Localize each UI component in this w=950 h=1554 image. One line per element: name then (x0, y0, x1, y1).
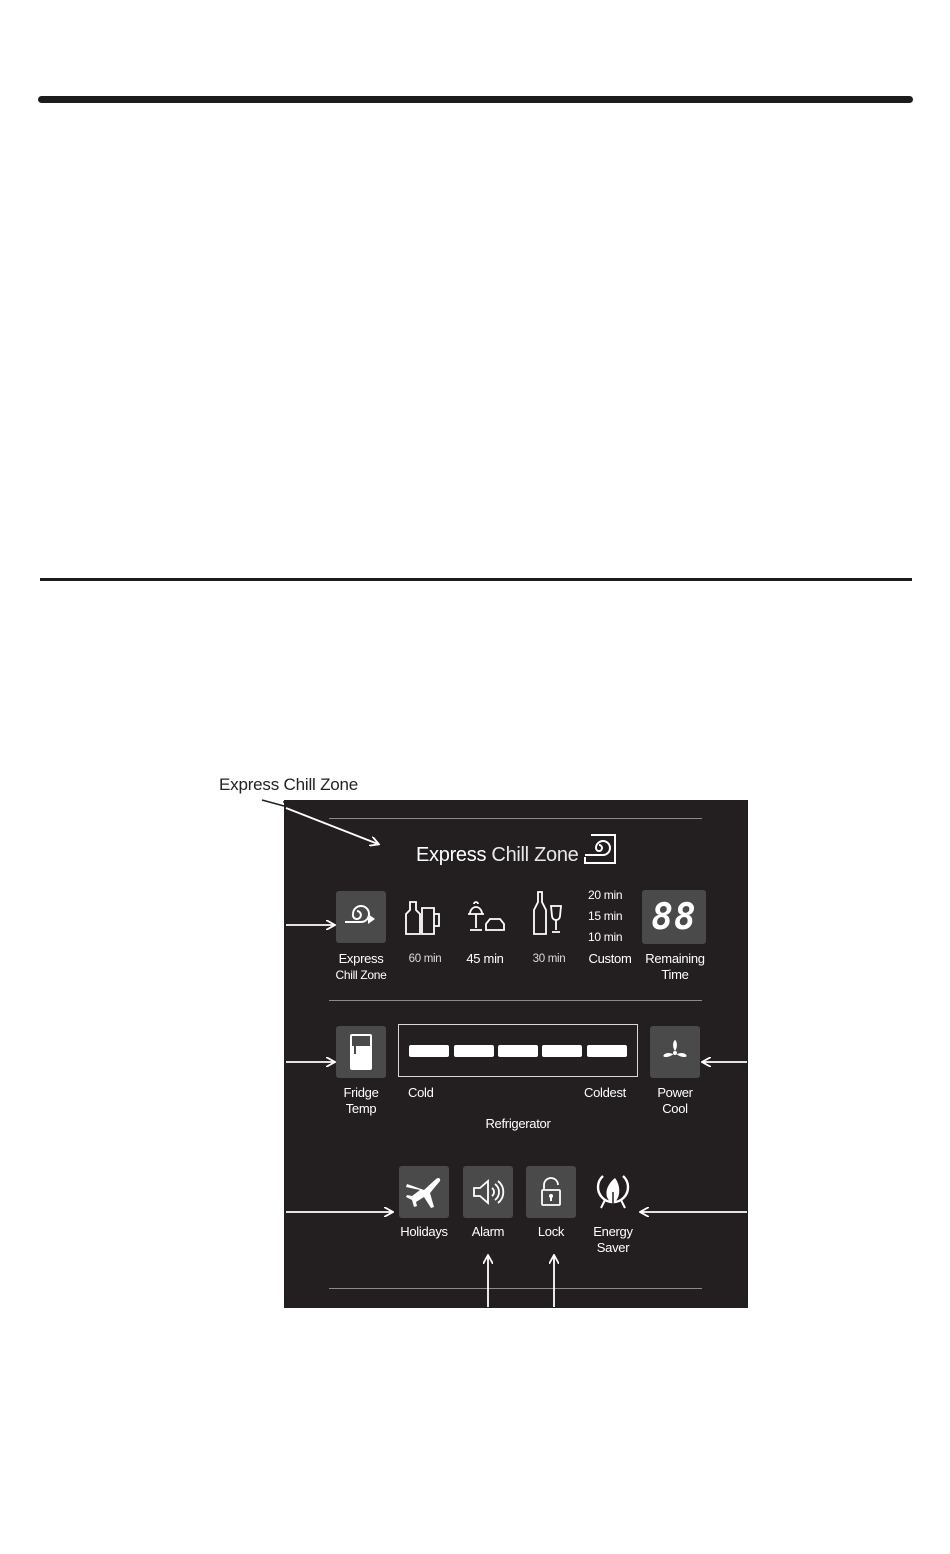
remaining-time-digits: 88 (651, 896, 697, 938)
panel-divider-bottom (329, 1288, 702, 1289)
power-cool-button[interactable] (650, 1026, 700, 1078)
panel-title-bold: Express (416, 844, 487, 866)
temp-segment-5 (587, 1045, 627, 1057)
fridge-temp-button[interactable] (336, 1026, 386, 1078)
coldest-label: Coldest (584, 1085, 626, 1100)
energy-saver-label: Energy Saver (593, 1224, 633, 1255)
fridge-temp-label: Fridge Temp (343, 1085, 379, 1116)
lock-button[interactable] (526, 1166, 576, 1218)
power-cool-label: Power Cool (657, 1085, 693, 1116)
alarm-button[interactable] (463, 1166, 513, 1218)
fridge-icon (347, 1032, 375, 1072)
refrigerator-caption: Refrigerator (485, 1116, 551, 1131)
remaining-time-display (642, 890, 706, 944)
custom-times-list (588, 885, 622, 948)
refrigerator-temp-bar (398, 1024, 638, 1077)
express-chill-zone-button[interactable] (336, 891, 386, 943)
custom-time-15: 15 min (588, 909, 623, 923)
panel-title-light: Chill Zone (491, 844, 579, 866)
lock-label: Lock (537, 1224, 565, 1239)
temp-segment-2 (454, 1045, 494, 1057)
preset-30-label: 30 min (532, 953, 566, 965)
airplane-icon (404, 1175, 444, 1209)
express-chill-zone-callout: Express Chill Zone (219, 775, 359, 794)
section-divider (40, 578, 912, 581)
custom-time-20: 20 min (588, 888, 623, 902)
panel-divider-top (329, 818, 702, 819)
temp-segment-3 (498, 1045, 538, 1057)
speaker-icon (470, 1177, 506, 1207)
control-panel (284, 800, 748, 1308)
preset-60-label: 60 min (408, 953, 442, 965)
panel-divider-middle (329, 1000, 702, 1001)
header-rule (38, 96, 913, 103)
custom-label: Custom (588, 951, 632, 966)
express-chill-zone-logo-icon (583, 833, 617, 865)
alarm-label: Alarm (471, 1224, 505, 1239)
preset-45-label: 45 min (466, 951, 504, 966)
holidays-label: Holidays (400, 1224, 448, 1239)
energy-saver-leaf-icon[interactable] (593, 1168, 633, 1212)
holidays-button[interactable] (399, 1166, 449, 1218)
panel-title (416, 844, 578, 867)
beer-mug-icon (404, 896, 444, 936)
lock-icon (538, 1176, 564, 1208)
dessert-cake-icon (464, 896, 506, 936)
custom-time-10: 10 min (588, 930, 623, 944)
remaining-time-label: Remaining Time (645, 951, 705, 982)
temp-segment-1 (409, 1045, 449, 1057)
wine-bottle-glass-icon (530, 890, 566, 936)
cold-label: Cold (408, 1085, 434, 1100)
express-chill-icon (341, 902, 381, 932)
fan-icon (660, 1037, 690, 1067)
temp-segment-4 (542, 1045, 582, 1057)
express-chill-zone-label: Express Chill Zone (335, 951, 387, 982)
